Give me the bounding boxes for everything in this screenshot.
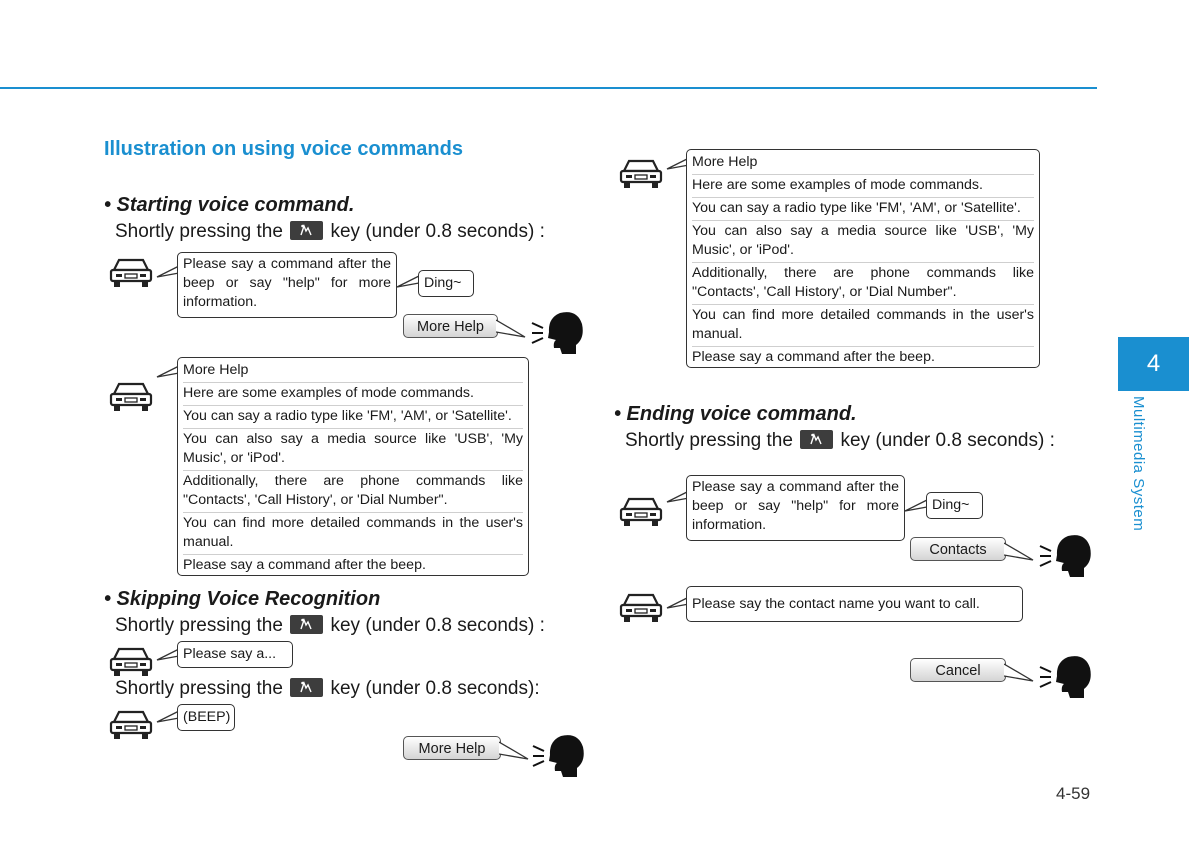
section-heading: Illustration on using voice commands xyxy=(104,138,463,160)
user-command-bubble: Contacts xyxy=(910,537,1006,561)
speaking-person-icon xyxy=(530,310,584,354)
help-line: You can also say a media source like 'USB', 'My Music', or 'iPod'. xyxy=(183,429,523,471)
user-command-bubble: More Help xyxy=(403,314,498,338)
page-number: 4-59 xyxy=(1056,784,1091,803)
chapter-tab: 4 xyxy=(1118,337,1189,391)
help-line: You can also say a media source like 'USB', 'My Music', or 'iPod'. xyxy=(692,221,1034,263)
help-line: Additionally, there are phone commands like "Contacts', 'Call History', or 'Dial Number". xyxy=(183,471,523,513)
car-icon xyxy=(618,591,664,625)
starting-title: • Starting voice command. xyxy=(104,194,355,216)
speech-tail xyxy=(499,740,529,762)
ending-instruction: Shortly pressing the key (under 0.8 seconds) : xyxy=(625,430,1055,451)
help-line: More Help xyxy=(183,360,523,383)
chapter-title: Multimedia System xyxy=(1130,396,1147,532)
car-icon xyxy=(108,256,154,290)
beep-bubble: (BEEP) xyxy=(177,704,235,731)
starting-instruction: Shortly pressing the key (under 0.8 seconds) : xyxy=(115,221,545,242)
speech-tail xyxy=(496,318,526,340)
speech-tail xyxy=(1004,541,1034,563)
user-command-bubble: Cancel xyxy=(910,658,1006,682)
help-line: Here are some examples of mode commands. xyxy=(183,383,523,406)
help-line: You can find more detailed commands in the user's manual. xyxy=(183,513,523,555)
skipping-title: • Skipping Voice Recognition xyxy=(104,588,381,610)
voice-talk-icon xyxy=(800,430,833,449)
skipping-instruction-2: Shortly pressing the key (under 0.8 seconds): xyxy=(115,678,540,699)
ding-bubble: Ding~ xyxy=(418,270,474,297)
ding-bubble: Ding~ xyxy=(926,492,983,519)
help-line: You can say a radio type like 'FM', 'AM', or 'Satellite'. xyxy=(183,406,523,429)
car-icon xyxy=(618,495,664,529)
help-line: Here are some examples of mode commands. xyxy=(692,175,1034,198)
system-prompt-bubble: Please say the contact name you want to call. xyxy=(686,586,1023,622)
help-line: Additionally, there are phone commands like "Contacts', 'Call History', or 'Dial Number". xyxy=(692,263,1034,305)
speaking-person-icon xyxy=(1038,533,1092,577)
car-icon xyxy=(108,708,154,742)
car-icon xyxy=(108,645,154,679)
system-prompt-bubble: Please say a command after the beep or say "help" for more information. xyxy=(686,475,905,541)
speaking-person-icon xyxy=(1038,654,1092,698)
system-prompt-bubble: Please say a command after the beep or say "help" for more information. xyxy=(177,252,397,318)
help-line: More Help xyxy=(692,152,1034,175)
speaking-person-icon xyxy=(531,733,585,777)
bubble-tail xyxy=(396,275,420,289)
speech-tail xyxy=(1004,662,1034,684)
top-rule xyxy=(0,87,1097,89)
car-icon xyxy=(108,380,154,414)
car-icon xyxy=(618,157,664,191)
ending-title: • Ending voice command. xyxy=(614,403,857,425)
system-prompt-bubble: Please say a... xyxy=(177,641,293,668)
bubble-tail xyxy=(904,499,928,513)
skipping-instruction-1: Shortly pressing the key (under 0.8 seconds) : xyxy=(115,615,545,636)
user-command-bubble: More Help xyxy=(403,736,501,760)
help-line: Please say a command after the beep. xyxy=(183,557,426,573)
help-line: You can say a radio type like 'FM', 'AM', or 'Satellite'. xyxy=(692,198,1034,221)
help-response-bubble xyxy=(686,149,1040,368)
voice-talk-icon xyxy=(290,678,323,697)
voice-talk-icon xyxy=(290,615,323,634)
voice-talk-icon xyxy=(290,221,323,240)
help-response-bubble xyxy=(177,357,529,576)
help-line: Please say a command after the beep. xyxy=(692,349,935,365)
help-line: You can find more detailed commands in the user's manual. xyxy=(692,305,1034,347)
